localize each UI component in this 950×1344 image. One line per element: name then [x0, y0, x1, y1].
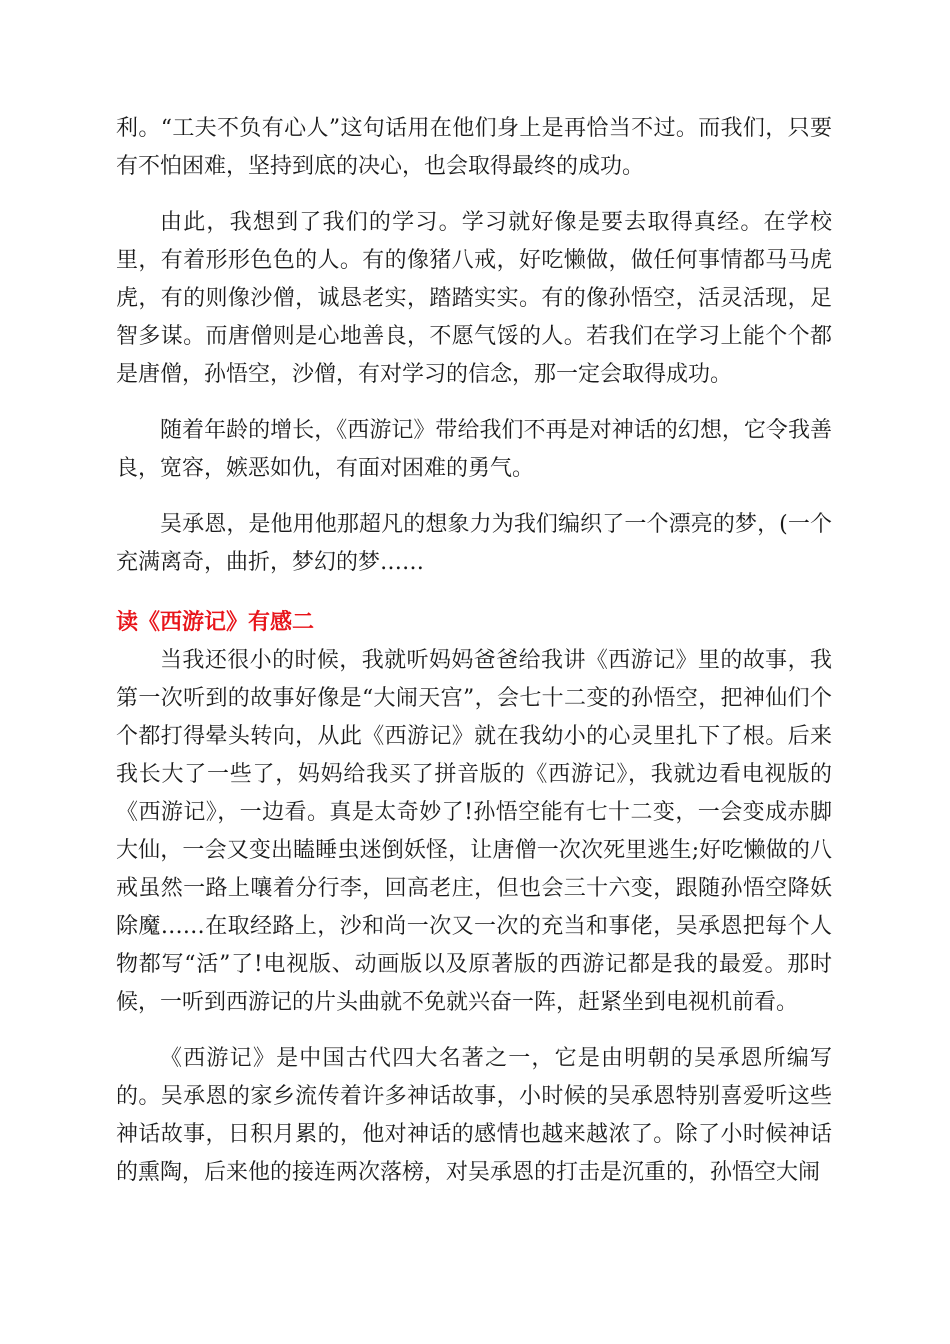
paragraph: 《西游记》是中国古代四大名著之一，它是由明朝的吴承恩所编写的。吴承恩的家乡流传着许多神话故事，小时候的吴承恩特别喜爱听这些神话故事，日积月累的，他对神话的感情也越来越浓了。除了小时候神话的熏陶，后来他的接连两次落榜，对吴承恩的打击是沉重的，孙悟空大闹 — [116, 1046, 832, 1185]
paragraph: 随着年龄的增长，《西游记》带给我们不再是对神话的幻想，它令我善良，宽容，嫉恶如仇，有面对困难的勇气。 — [116, 418, 832, 481]
paragraph: 吴承恩，是他用他那超凡的想象力为我们编织了一个漂亮的梦，(一个充满离奇，曲折，梦幻的梦…… — [116, 512, 832, 575]
section-heading: 读《西游记》有感二 — [116, 610, 315, 635]
document-body — [116, 110, 832, 1210]
paragraph: 当我还很小的时候，我就听妈妈爸爸给我讲《西游记》里的故事，我第一次听到的故事好像是“大闹天宫”，会七十二变的孙悟空，把神仙们个个都打得晕头转向，从此《西游记》就在我幼小的心灵里扎下了根。后来我长大了一些了，妈妈给我买了拼音版的《西游记》，我就边看电视版的《西游记》，一边看。真是太奇妙了!孙悟空能有七十二变，一会变成赤脚大仙，一会又变出瞌睡虫迷倒妖怪，让唐僧一次次死里逃生;好吃懒做的八戒虽然一路上嚷着分行李，回高老庄，但也会三十六变，跟随孙悟空降妖除魔……在取经路上，沙和尚一次又一次的充当和事佬，吴承恩把每个人物都写“活”了!电视版、动画版以及原著版的西游记都是我的最爱。那时候，一听到西游记的片头曲就不免就兴奋一阵，赶紧坐到电视机前看。 — [116, 648, 832, 1015]
paragraph: 由此，我想到了我们的学习。学习就好像是要去取得真经。在学校里，有着形形色色的人。有的像猪八戒，好吃懒做，做任何事情都马马虎虎，有的则像沙僧，诚恳老实，踏踏实实。有的像孙悟空，活灵活现，足智多谋。而唐僧则是心地善良，不愿气馁的人。若我们在学习上能个个都是唐僧，孙悟空，沙僧，有对学习的信念，那一定会取得成功。 — [116, 210, 832, 387]
paragraph-continuation: 利。“工夫不负有心人”这句话用在他们身上是再恰当不过。而我们，只要有不怕困难，坚持到底的决心，也会取得最终的成功。 — [116, 116, 832, 179]
